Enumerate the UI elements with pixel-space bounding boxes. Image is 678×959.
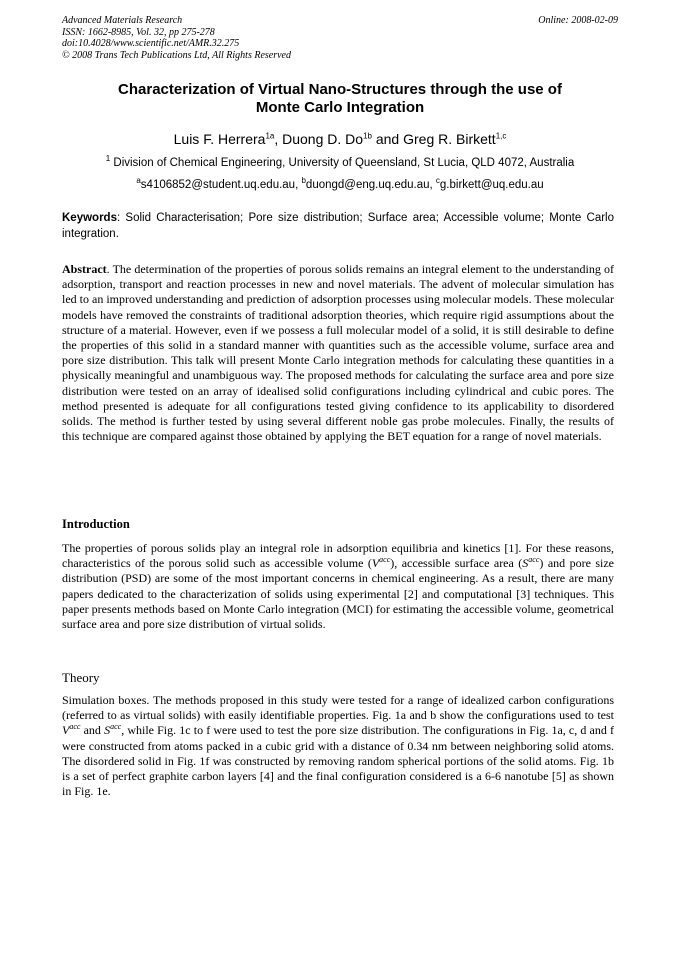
- journal-header: [62, 15, 618, 61]
- intro-text: ), accessible surface area (: [390, 556, 523, 571]
- introduction-paragraph: [62, 541, 614, 632]
- symbol-s: S: [522, 556, 529, 571]
- journal-name: Advanced Materials Research: [62, 15, 183, 26]
- author-name: Duong D. Do: [282, 131, 364, 147]
- intro-text: The properties of porous solids play an integral role in adsorption equilibria and kinetics [1]. For these reasons, characteristics of the porous solid such as accessible volume (: [62, 541, 614, 571]
- theory-text: Simulation boxes. The methods proposed in this study were tested for a range of idealized carbon configurations (referred to as virtual solids) with easily identifiable properties. Fig. 1a and b show the configurations used to test: [62, 693, 614, 723]
- author-list: [62, 130, 618, 148]
- title-line-2: Monte Carlo Integration: [255, 99, 425, 116]
- theory-text: , while Fig. 1c to f were used to test the pore size distribution. The configurations in Fig. 1a, c, d and f were constructed from atoms packed in a cubic grid with a distance of 0.34 nm between neighboring solid atoms. The disordered solid in Fig. 1f was constructed by removing random spherical portions of the solid atoms. Fig. 1b is a set of perfect graphite carbon layers [4] and the final configuration considered is a 6-6 nanotube [5] as shown in Fig. 1e.: [62, 723, 615, 799]
- affiliation-text: Division of Chemical Engineering, University of Queensland, St Lucia, QLD 4072, Australia: [110, 157, 575, 169]
- online-date: Online: 2008-02-09: [538, 15, 618, 26]
- theory-heading: Theory: [62, 670, 100, 685]
- author-emails: [62, 178, 618, 192]
- journal-issn: ISSN: 1662-8985, Vol. 32, pp 275-278: [62, 26, 215, 38]
- email-separator: ,: [429, 179, 436, 191]
- affiliation-mark: 1: [105, 154, 111, 164]
- email-mark: b: [301, 176, 306, 186]
- journal-copyright: © 2008 Trans Tech Publications Ltd, All Rights Reserved: [62, 49, 291, 61]
- keywords: [62, 211, 614, 242]
- symbol-s: S: [104, 723, 111, 738]
- email-link[interactable]: s4106852@student.uq.edu.au: [140, 179, 296, 191]
- symbol-v: V: [371, 556, 380, 571]
- symbol-superscript: acc: [528, 555, 540, 565]
- email-separator: ,: [295, 179, 302, 191]
- abstract-text: . The determination of the properties of porous solids remains an integral element to the understanding of adsorption, transport and reaction processes in new and novel materials. The advent of molecular simulation has led to an improved understanding and prediction of adsorption processes using molecular models. These molecular models have removed the constraints of traditional adsorption theories, which require rigid assumptions about the structure of a material. However, even if we possess a full molecular model of a solid, it is still desirable to define the properties of this solid in a standard manner with quantities such as the accessible volume, surface area and pore size distribution. This talk will present Monte Carlo integration methods for calculating these quantities in a physically meaningful and unambiguous way. The proposed methods for calculating the surface area and pore size distribution were tested on an array of idealised solid configurations including cylindrical and cubic pores. The method presented is adequate for all configurations tested giving confidence to its applicability to disordered solids. The method is further tested by using several different noble gas probe molecules. Finally, the results of this technique are compared against those obtained by applying the BET equation for a range of novel materials.: [62, 262, 614, 444]
- keywords-label: Keywords: [62, 212, 117, 224]
- introduction-heading: Introduction: [62, 517, 130, 531]
- journal-doi[interactable]: doi:10.4028/www.scientific.net/AMR.32.275: [62, 38, 240, 49]
- author-name: Luis F. Herrera: [173, 131, 266, 147]
- title-line-1: Characterization of Virtual Nano-Structures through the use of: [118, 81, 562, 98]
- author-name: Greg R. Birkett: [403, 131, 496, 147]
- affiliation: [62, 156, 618, 170]
- author-affil-mark: 1,c: [495, 131, 507, 141]
- abstract: [62, 262, 614, 444]
- email-mark: a: [136, 176, 141, 186]
- keywords-text: : Solid Characterisation; Pore size distribution; Surface area; Accessible volume; Monte Carlo integration.: [62, 212, 614, 240]
- author-separator: ,: [274, 131, 283, 147]
- symbol-superscript: acc: [69, 722, 81, 732]
- author-separator: and: [371, 131, 404, 147]
- symbol-v: V: [62, 723, 70, 738]
- author-affil-mark: 1a: [265, 131, 275, 141]
- theory-paragraph: [62, 693, 614, 799]
- intro-text: ) and pore size distribution (PSD) are some of the most important concerns in chemical engineering. As a result, there are many papers dedicated to the characterization of solids using experimental [2] and computational [3] techniques. This paper presents methods based on Monte Carlo integration (MCI) for estimating the accessible volume, geometrical surface area and pore size distribution of virtual solids.: [62, 556, 614, 632]
- theory-text: and: [80, 723, 105, 738]
- email-link[interactable]: duongd@eng.uq.edu.au: [305, 179, 430, 191]
- email-mark: c: [435, 176, 440, 186]
- paper-title: [62, 81, 618, 117]
- author-affil-mark: 1b: [363, 131, 372, 141]
- symbol-superscript: acc: [110, 722, 122, 732]
- abstract-label: Abstract: [62, 262, 107, 276]
- symbol-superscript: acc: [379, 555, 391, 565]
- email-link[interactable]: g.birkett@uq.edu.au: [439, 179, 544, 191]
